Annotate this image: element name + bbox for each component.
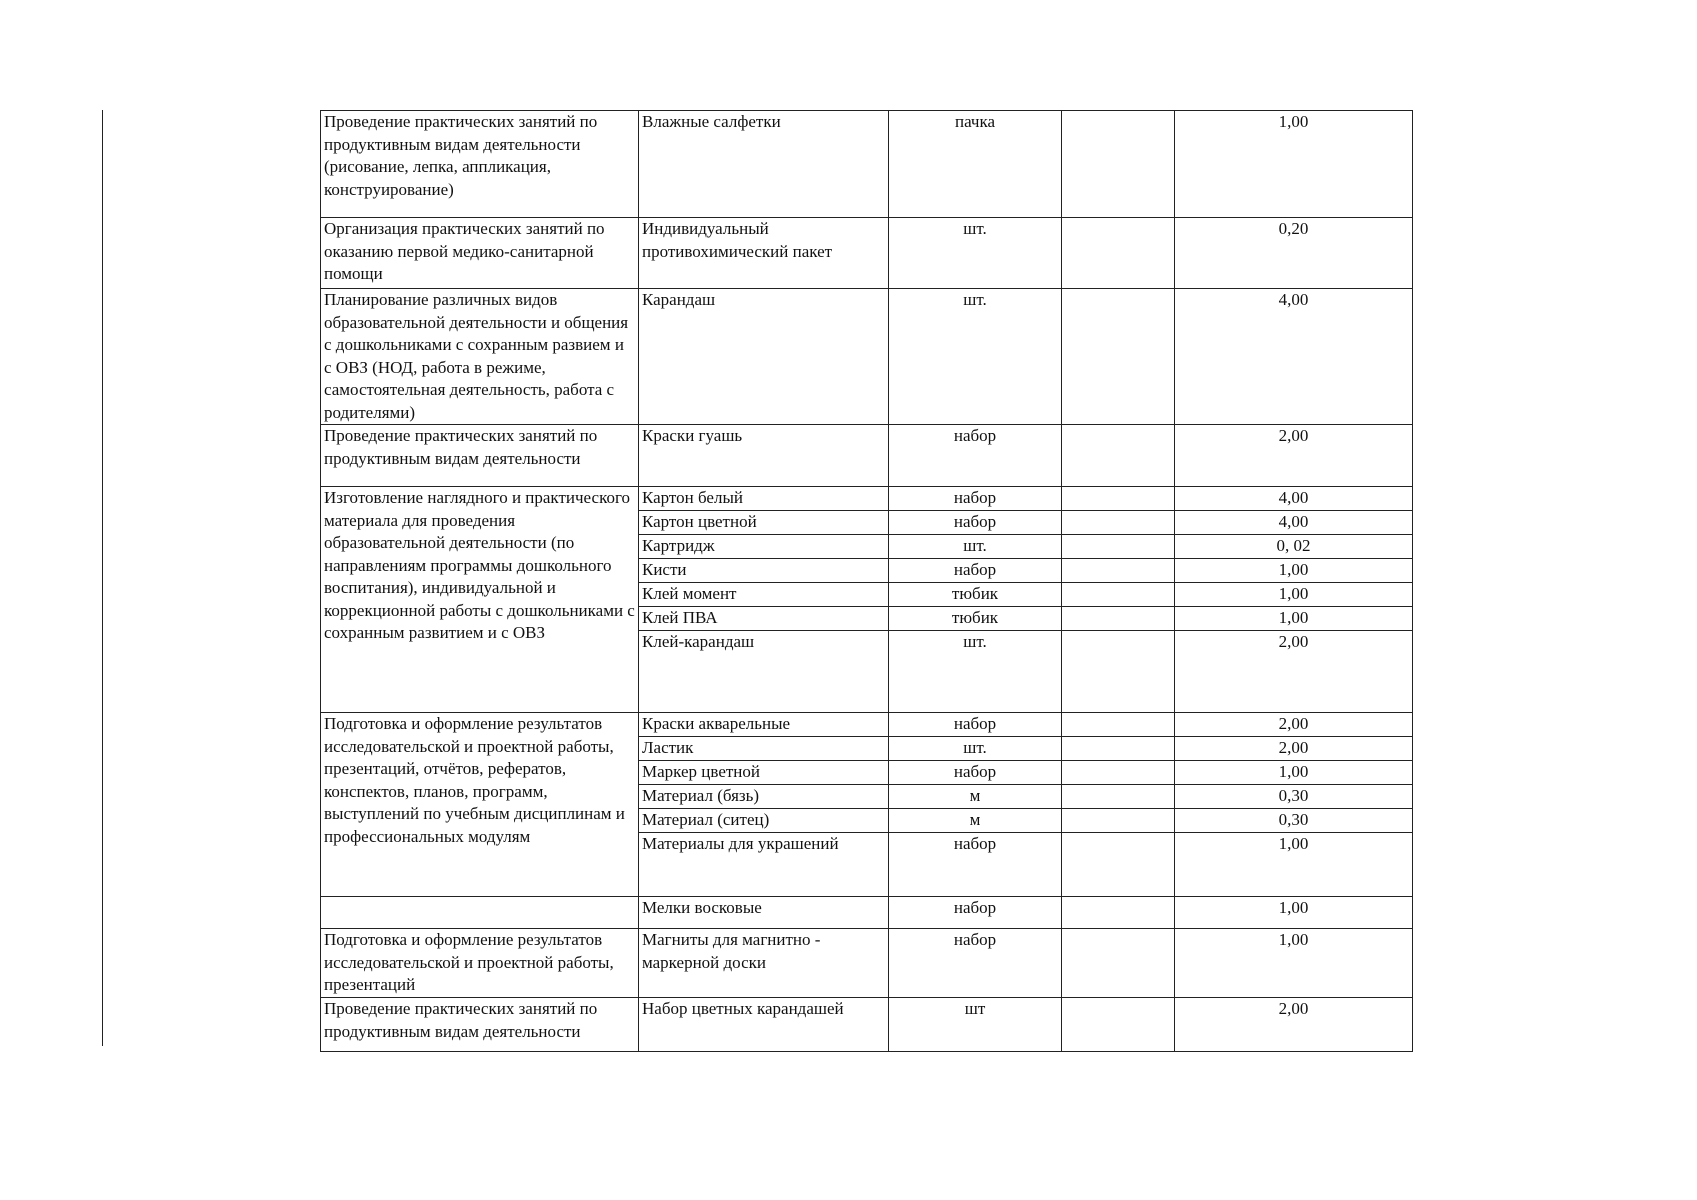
blank-cell [1062,713,1175,737]
blank-cell [1062,289,1175,425]
table-row [321,713,1413,737]
unit-cell: набор [889,897,1062,929]
unit-cell: набор [889,833,1062,897]
material-cell: Картон белый [639,487,889,511]
quantity-cell: 0,20 [1175,218,1413,289]
table-row [321,929,1413,998]
material-cell: Магниты для магнитно - маркерной доски [639,929,889,998]
unit-cell: набор [889,559,1062,583]
quantity-cell: 1,00 [1175,583,1413,607]
unit-cell: м [889,785,1062,809]
quantity-cell: 2,00 [1175,737,1413,761]
activity-cell [321,897,639,929]
activity-cell: Подготовка и оформление результатов исследовательской и проектной работы, презентаций [321,929,639,998]
material-cell: Материал (ситец) [639,809,889,833]
unit-cell: пачка [889,111,1062,218]
unit-cell: набор [889,929,1062,998]
blank-cell [1062,583,1175,607]
quantity-cell: 1,00 [1175,559,1413,583]
unit-cell: шт. [889,535,1062,559]
blank-cell [1062,218,1175,289]
table-row [321,998,1413,1052]
material-cell: Материал (бязь) [639,785,889,809]
unit-cell: набор [889,761,1062,785]
blank-cell [1062,559,1175,583]
unit-cell: шт. [889,631,1062,713]
activity-cell: Планирование различных видов образовательной деятельности и общения с дошкольниками с сохранным развием и с ОВЗ (НОД, работа в режиме, самостоятельная деятельность, работа с родителями) [321,289,639,425]
unit-cell: набор [889,487,1062,511]
material-cell: Набор цветных карандашей [639,998,889,1052]
unit-cell: тюбик [889,607,1062,631]
unit-cell: шт. [889,218,1062,289]
quantity-cell: 2,00 [1175,631,1413,713]
quantity-cell: 0, 02 [1175,535,1413,559]
table-row [321,487,1413,511]
material-cell: Картон цветной [639,511,889,535]
quantity-cell: 4,00 [1175,511,1413,535]
unit-cell: шт [889,998,1062,1052]
left-margin-line [102,110,103,1046]
quantity-cell: 0,30 [1175,809,1413,833]
quantity-cell: 4,00 [1175,289,1413,425]
material-cell: Карандаш [639,289,889,425]
blank-cell [1062,737,1175,761]
material-cell: Клей-карандаш [639,631,889,713]
quantity-cell: 2,00 [1175,713,1413,737]
quantity-cell: 0,30 [1175,785,1413,809]
material-cell: Маркер цветной [639,761,889,785]
quantity-cell: 2,00 [1175,425,1413,487]
materials-table [320,110,1413,1052]
quantity-cell: 1,00 [1175,607,1413,631]
blank-cell [1062,998,1175,1052]
unit-cell: набор [889,713,1062,737]
blank-cell [1062,833,1175,897]
quantity-cell: 1,00 [1175,833,1413,897]
blank-cell [1062,897,1175,929]
quantity-cell: 1,00 [1175,897,1413,929]
material-cell: Краски акварельные [639,713,889,737]
material-cell: Краски гуашь [639,425,889,487]
material-cell: Клей ПВА [639,607,889,631]
activity-cell: Изготовление наглядного и практического материала для проведения образовательной деятельности (по направлениям программы дошкольного воспитания), индивидуальной и коррекционной работы с дошкольниками с сохранным развитием и с ОВЗ [321,487,639,713]
unit-cell: набор [889,511,1062,535]
unit-cell: тюбик [889,583,1062,607]
material-cell: Ластик [639,737,889,761]
quantity-cell: 2,00 [1175,998,1413,1052]
material-cell: Индивидуальный противохимический пакет [639,218,889,289]
quantity-cell: 1,00 [1175,929,1413,998]
blank-cell [1062,785,1175,809]
unit-cell: набор [889,425,1062,487]
activity-cell: Проведение практических занятий по продуктивным видам деятельности [321,998,639,1052]
blank-cell [1062,631,1175,713]
activity-cell: Подготовка и оформление результатов исследовательской и проектной работы, презентаций, отчётов, рефератов, конспектов, планов, программ, выступлений по учебным дисциплинам и профессиональных модулям [321,713,639,897]
blank-cell [1062,761,1175,785]
material-cell: Мелки восковые [639,897,889,929]
unit-cell: шт. [889,737,1062,761]
blank-cell [1062,929,1175,998]
quantity-cell: 4,00 [1175,487,1413,511]
material-cell: Картридж [639,535,889,559]
table-row [321,218,1413,289]
blank-cell [1062,535,1175,559]
material-cell: Кисти [639,559,889,583]
blank-cell [1062,607,1175,631]
table-row [321,111,1413,218]
activity-cell: Организация практических занятий по оказанию первой медико-санитарной помощи [321,218,639,289]
blank-cell [1062,487,1175,511]
table-row [321,897,1413,929]
table-row [321,289,1413,425]
blank-cell [1062,809,1175,833]
unit-cell: шт. [889,289,1062,425]
quantity-cell: 1,00 [1175,761,1413,785]
table-row [321,425,1413,487]
blank-cell [1062,425,1175,487]
blank-cell [1062,111,1175,218]
material-cell: Клей момент [639,583,889,607]
material-cell: Влажные салфетки [639,111,889,218]
activity-cell: Проведение практических занятий по продуктивным видам деятельности [321,425,639,487]
material-cell: Материалы для украшений [639,833,889,897]
unit-cell: м [889,809,1062,833]
activity-cell: Проведение практических занятий по продуктивным видам деятельности (рисование, лепка, аппликация, конструирование) [321,111,639,218]
quantity-cell: 1,00 [1175,111,1413,218]
blank-cell [1062,511,1175,535]
